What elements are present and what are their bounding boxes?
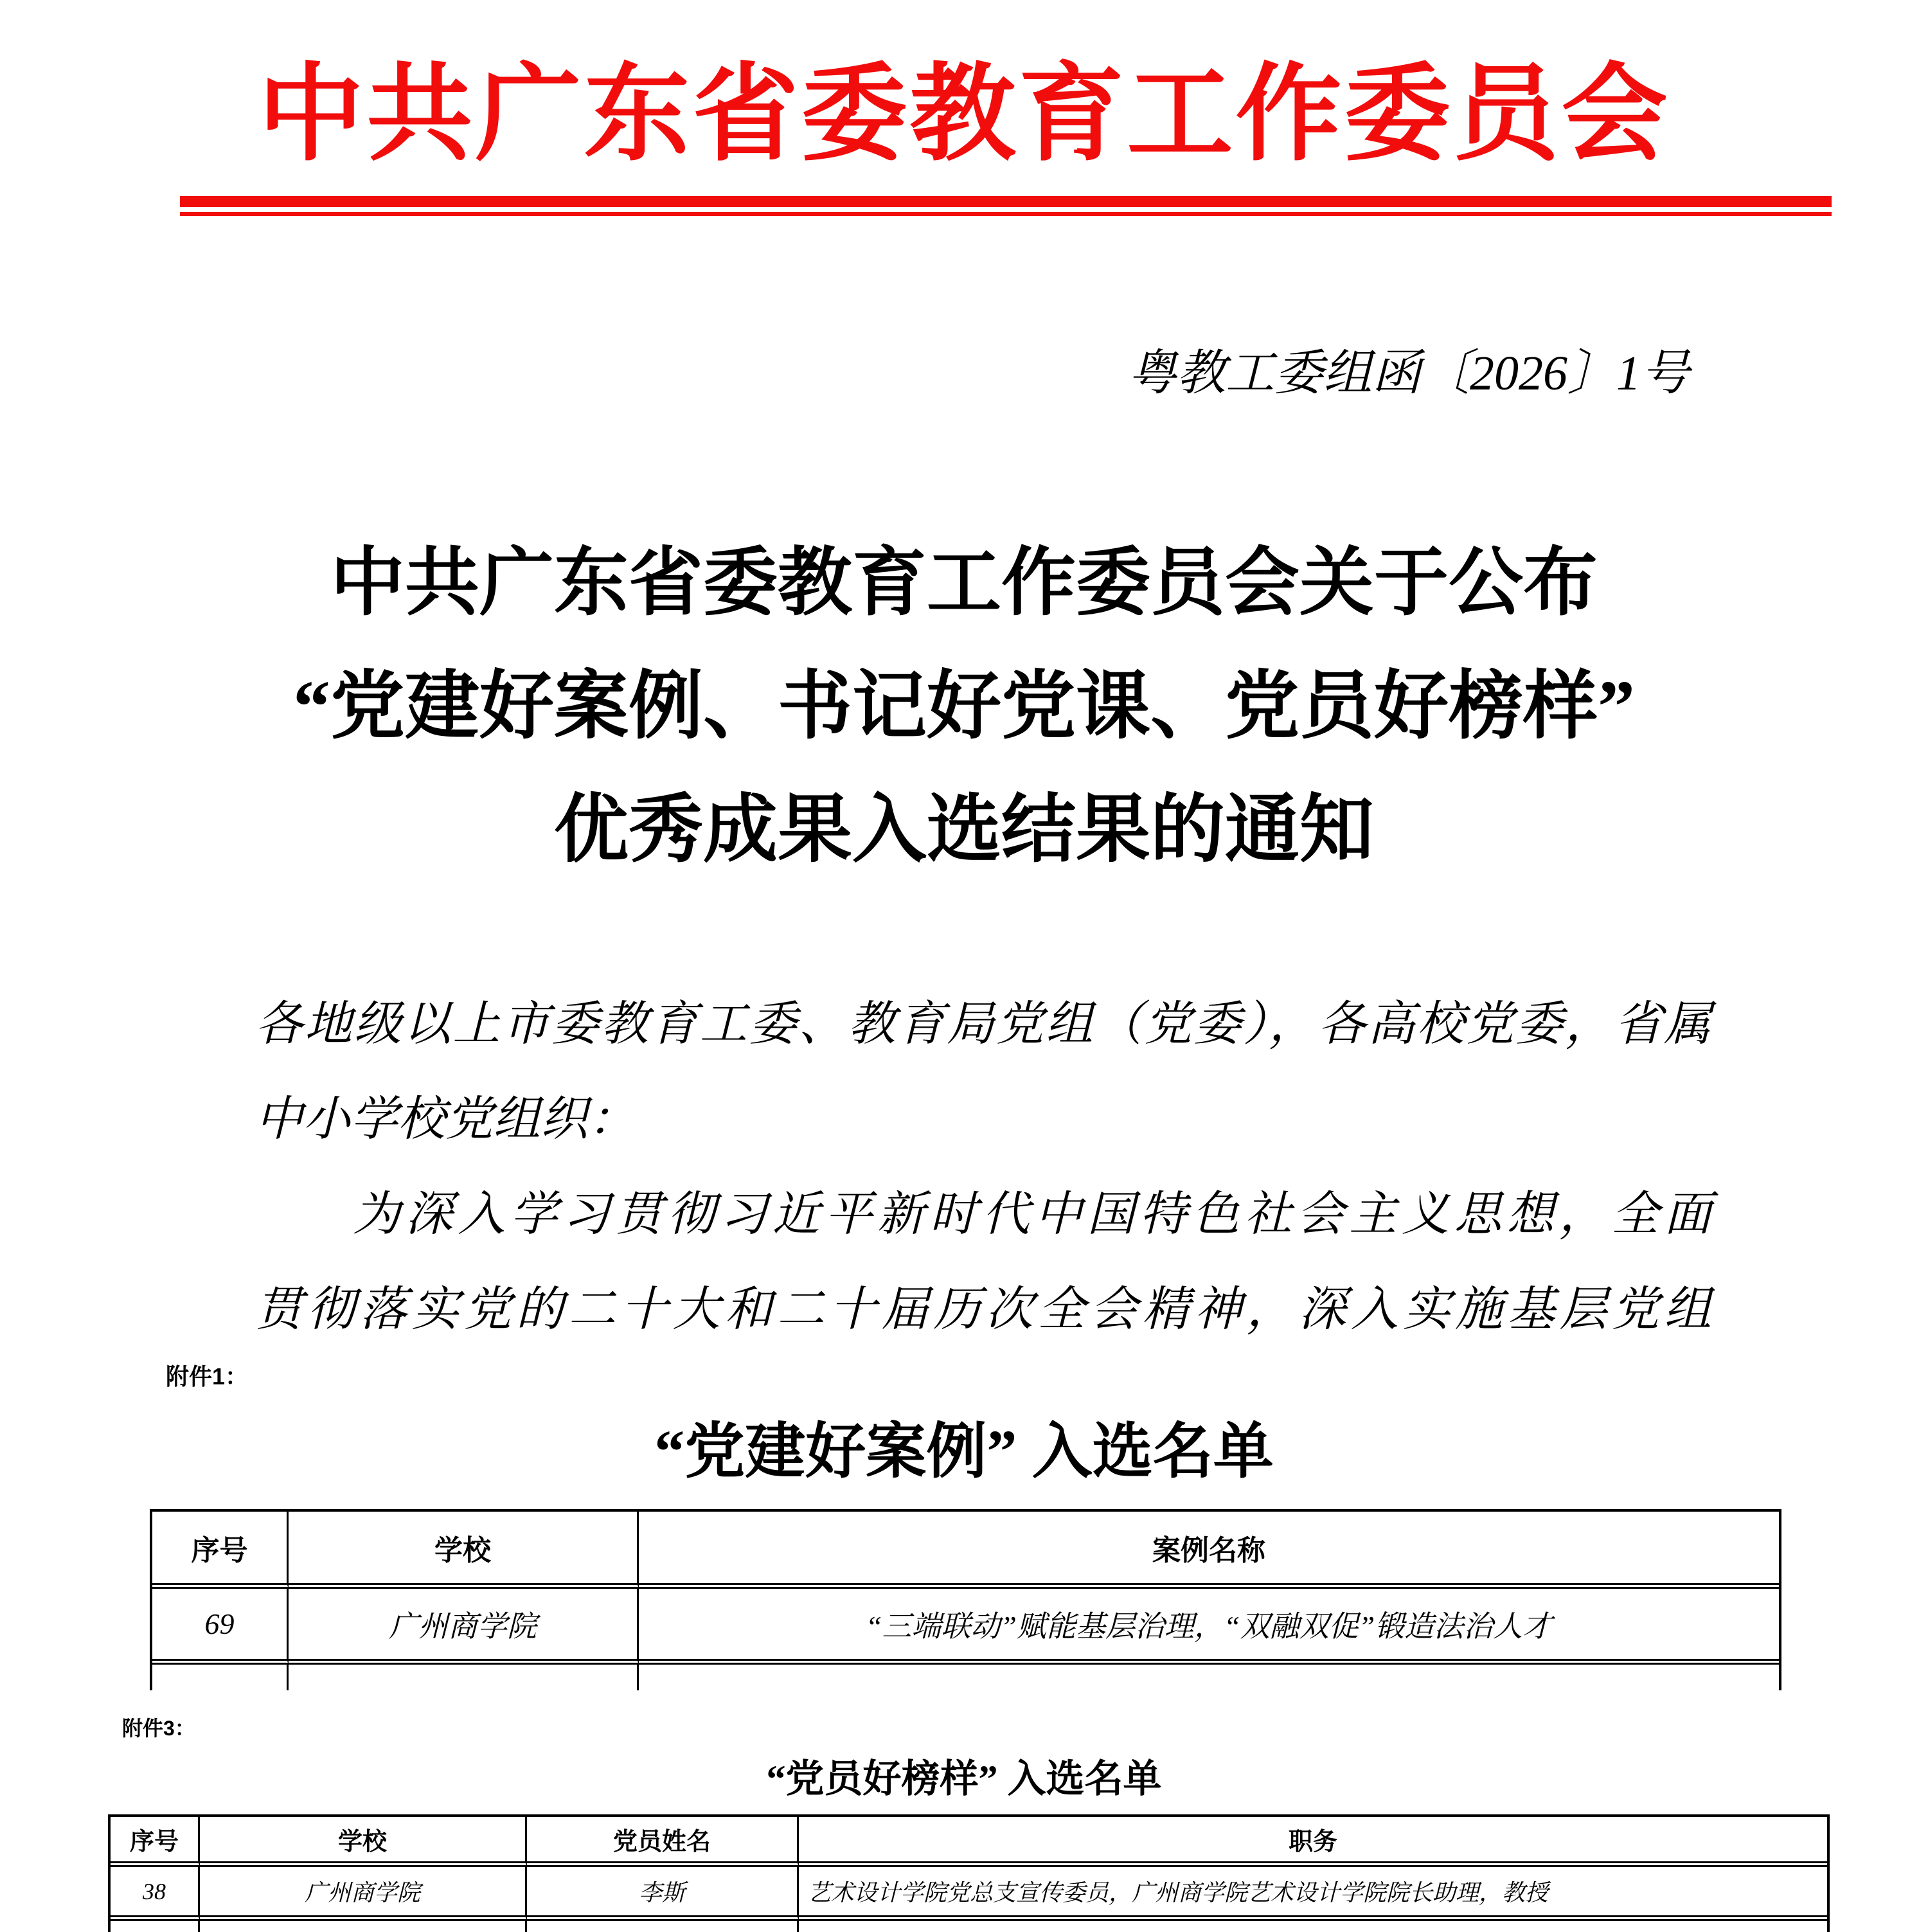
body-paragraph-line-2: 中小学校党组织：	[255, 1093, 636, 1146]
table1-row-school: 广州商学院	[289, 1589, 639, 1665]
document-number: 粤教工委组函〔2026〕1号	[1128, 346, 1690, 400]
table2-header-school: 学校	[200, 1817, 527, 1867]
table1-header-index: 序号	[152, 1512, 289, 1589]
table2-header-member-name: 党员姓名	[527, 1817, 799, 1867]
table1-row-case-name: “三端联动”赋能基层治理，“双融双促”锻造法治人才	[639, 1589, 1779, 1665]
table2-partial-row-cell	[200, 1921, 527, 1932]
table1-row-index: 69	[152, 1589, 289, 1665]
table2-row-school: 广州商学院	[200, 1867, 527, 1921]
table2-header-position: 职务	[799, 1817, 1827, 1867]
body-paragraph-line-1: 各地级以上市委教育工委、教育局党组（党委），各高校党委，省属	[255, 998, 1711, 1051]
notice-title-line-3: 优秀成果入选结果的通知	[554, 789, 1374, 872]
table1-partial-row-cell	[639, 1665, 1779, 1690]
table2-header-index: 序号	[111, 1817, 200, 1867]
table2-partial-row-cell	[111, 1921, 200, 1932]
notice-title-line-1: 中共广东省委教育工作委员会关于公布	[330, 542, 1598, 625]
table2-row-position: 艺术设计学院党总支宣传委员，广州商学院艺术设计学院院长助理，教授	[799, 1867, 1827, 1921]
attachment3-label: 附件3：	[122, 1717, 195, 1740]
red-divider-thin	[180, 212, 1832, 216]
table1-header-case-name: 案例名称	[639, 1512, 1779, 1589]
table2-row-member-name: 李斯	[527, 1867, 799, 1921]
attachment1-table-title: “党建好案例” 入选名单	[654, 1418, 1274, 1485]
table2-partial-row-cell	[527, 1921, 799, 1932]
attachment1-table	[150, 1509, 1781, 1690]
attachment3-table	[108, 1814, 1830, 1932]
table1-partial-row-cell	[152, 1665, 289, 1690]
body-paragraph-line-4: 贯彻落实党的二十大和二十届历次全会精神，深入实施基层党组	[255, 1284, 1711, 1336]
body-paragraph-line-3: 为深入学习贯彻习近平新时代中国特色社会主义思想，全面	[353, 1188, 1711, 1241]
attachment1-label: 附件1：	[166, 1363, 249, 1390]
table2-partial-row-cell	[799, 1921, 1827, 1932]
attachment3-table-title: “党员好榜样” 入选名单	[766, 1758, 1162, 1800]
red-divider-thick	[180, 196, 1832, 207]
table2-row-index: 38	[111, 1867, 200, 1921]
letterhead-org-title: 中共广东省委教育工作委员会	[258, 56, 1670, 174]
table1-header-school: 学校	[289, 1512, 639, 1589]
notice-title-line-2: “党建好案例、书记好党课、党员好榜样”	[293, 666, 1635, 748]
table1-partial-row-cell	[289, 1665, 639, 1690]
